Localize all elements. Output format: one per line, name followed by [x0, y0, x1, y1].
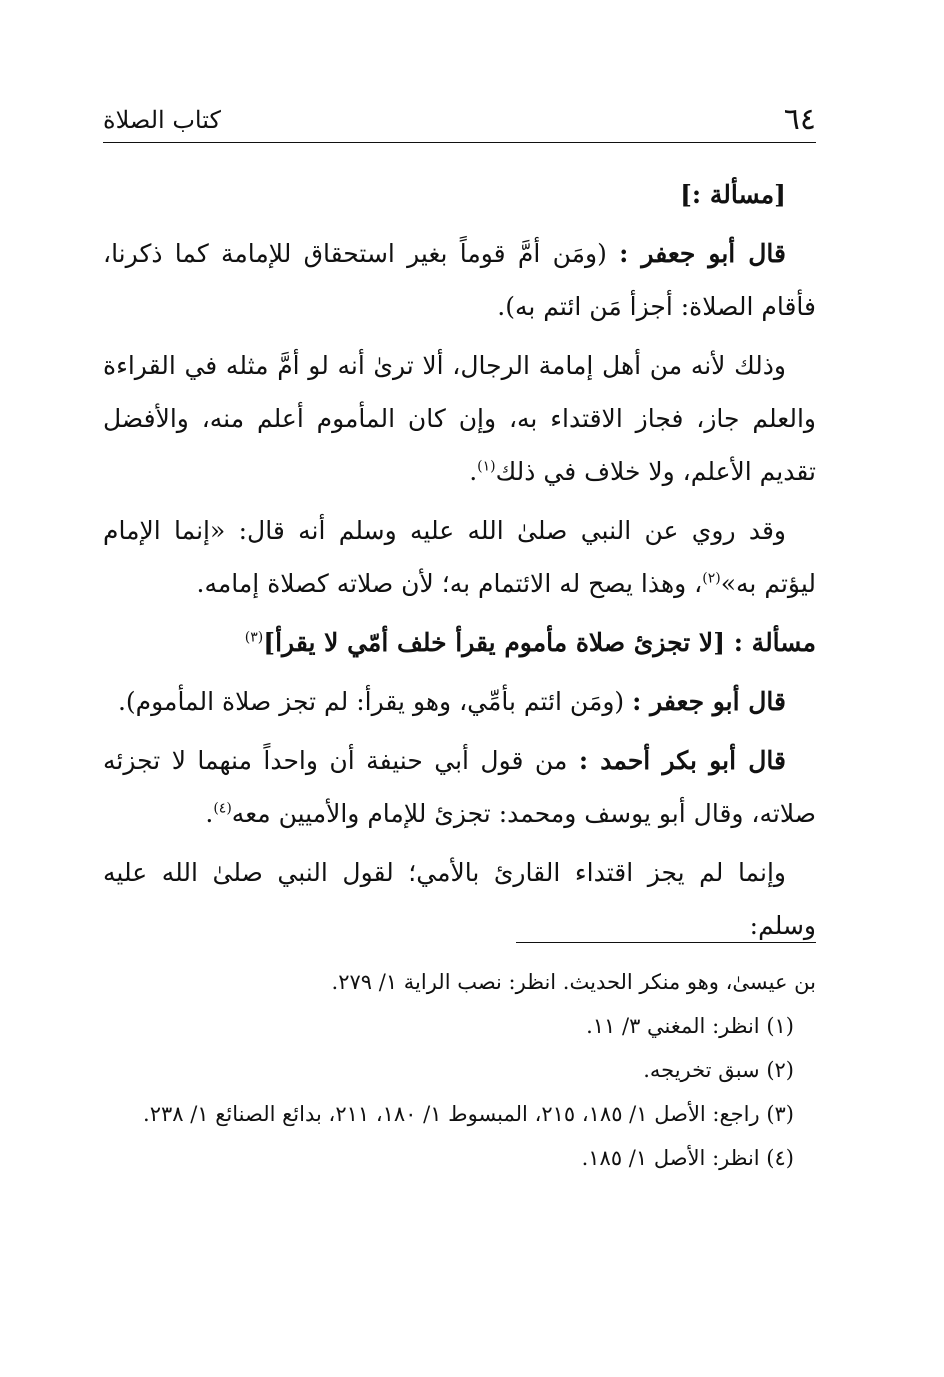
paragraph-end: . [469, 457, 478, 486]
page-number: ٦٤ [783, 102, 816, 137]
paragraph-end: . [205, 799, 214, 828]
paragraph-text: (ومَن أمَّ قوماً بغير استحقاق للإمامة كما ذكرنا، فأقام الصلاة: أجزأ مَن ائتم به). [103, 239, 816, 321]
footnote-ref[interactable]: (٣) [244, 629, 264, 646]
footnote-ref[interactable]: (٢) [702, 570, 721, 587]
issue-heading: [مسألة :] [680, 180, 786, 209]
speaker-label: قال أبو جعفر : [619, 239, 786, 268]
paragraph-text: (ومَن ائتم بأمِّي، وهو يقرأ: لم تجز صلاة المأموم). [117, 687, 633, 716]
footnote-carryover: بن عيسىٰ، وهو منكر الحديث. انظر: نصب الراية ١/ ٢٧٩. [331, 970, 816, 994]
running-head [103, 100, 816, 143]
footnote-ref[interactable]: (١) [477, 458, 496, 475]
issue-title-text: [لا تجزئ صلاة مأموم يقرأ خلف أمّي لا يقرأ] [263, 628, 734, 657]
footnote-1: (١) انظر: المغني ٣/ ١١. [586, 1014, 794, 1038]
section-title: كتاب الصلاة [103, 106, 221, 134]
issue-label: مسألة : [733, 628, 816, 657]
paragraph-text: وقد روي عن النبي صلىٰ الله عليه وسلم أنه قال: «إنما الإمام ليؤتم به» [103, 516, 816, 598]
paragraph-explanation [103, 339, 816, 498]
paragraph-text: وذلك لأنه من أهل إمامة الرجال، ألا ترىٰ أنه لو أمَّ مثله في القراءة والعلم جاز، فجاز الاقتداء به، وإن كان المأموم أعلم منه، والأفضل تقديم الأعلم، ولا خلاف في ذلك [103, 351, 816, 486]
paragraph-abu-jafar-2 [103, 675, 816, 728]
paragraph-text: من قول أبي حنيفة أن واحداً منهما لا تجزئه صلاته، وقال أبو يوسف ومحمد: تجزئ للإمام والأميين معه [103, 746, 816, 828]
footnote-ref[interactable]: (٤) [213, 800, 232, 817]
paragraph-text: ، وهذا يصح له الائتمام به؛ لأن صلاته كصلاة إمامه. [196, 569, 703, 598]
paragraph-closing: وإنما لم يجز اقتداء القارئ بالأمي؛ لقول النبي صلىٰ الله عليه وسلم: [103, 858, 816, 940]
paragraph-abu-jafar-1 [103, 227, 816, 333]
body-text [103, 168, 816, 958]
footnote-2: (٢) سبق تخريجه. [643, 1058, 794, 1082]
footnotes [103, 962, 816, 1182]
footnote-4: (٤) انظر: الأصل ١/ ١٨٥. [581, 1146, 794, 1170]
footnote-divider [516, 942, 816, 943]
speaker-label: قال أبو بكر أحمد : [578, 746, 786, 775]
footnote-3: (٣) راجع: الأصل ١/ ١٨٥، ٢١٥، المبسوط ١/ ١٨٠، ٢١١، بدائع الصنائع ١/ ٢٣٨. [143, 1102, 794, 1126]
paragraph-hadith [103, 504, 816, 610]
paragraph-abu-bakr [103, 734, 816, 840]
speaker-label: قال أبو جعفر : [632, 687, 786, 716]
issue-title [103, 616, 816, 669]
